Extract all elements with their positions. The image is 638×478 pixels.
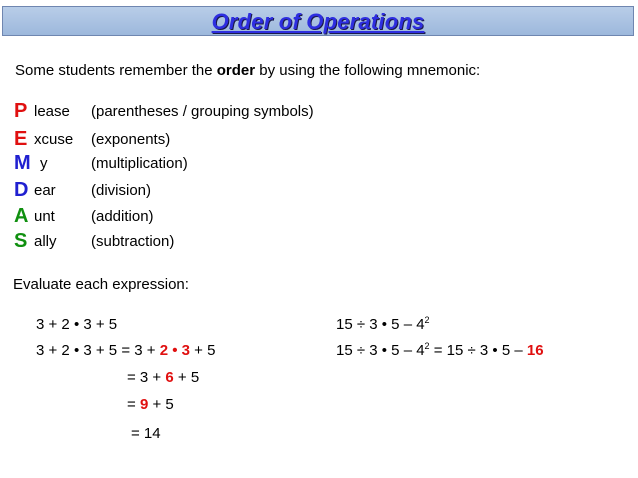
mnemonic-meaning: (division) — [91, 182, 152, 199]
mnemonic-word: lease — [34, 103, 70, 120]
example2-step1-base: 15 ÷ 3 • 5 – 4 — [336, 342, 425, 359]
mnemonic-word: y — [40, 155, 48, 172]
intro-before: Some students remember the — [15, 62, 217, 79]
example2-step1 — [336, 342, 544, 359]
example1-step3-after: + 5 — [148, 396, 174, 413]
example2-exponent: 2 — [424, 315, 430, 325]
mnemonic-letter: P — [14, 100, 28, 122]
example1-step3-before: = — [127, 396, 140, 413]
mnemonic-letter: A — [14, 205, 29, 227]
example1-step2-after: + 5 — [173, 369, 200, 386]
example2-step1-after: = 15 ÷ 3 • 5 – — [429, 342, 527, 359]
example1-step2-before: = 3 + — [127, 369, 166, 386]
intro-after: by using the following mnemonic: — [255, 62, 481, 79]
mnemonic-meaning: (exponents) — [91, 131, 171, 148]
example2-step1-exponent: 2 — [424, 341, 430, 351]
intro-bold: order — [216, 62, 256, 79]
example2-expression-base: 15 ÷ 3 • 5 – 4 — [336, 316, 425, 333]
example1-step2 — [127, 369, 199, 386]
title-bar — [2, 6, 634, 36]
example1-step3 — [127, 396, 174, 413]
example1-step1-after: + 5 — [189, 342, 216, 359]
example1-step1 — [36, 342, 215, 359]
mnemonic-word: xcuse — [34, 131, 74, 148]
example2-expression — [336, 316, 430, 333]
mnemonic-word: unt — [34, 208, 55, 225]
mnemonic-letter: M — [14, 152, 31, 174]
evaluate-label: Evaluate each expression: — [13, 276, 189, 293]
mnemonic-letter: S — [14, 230, 28, 252]
mnemonic-word: ear — [34, 182, 56, 199]
page-title: Order of Operations — [211, 9, 425, 34]
mnemonic-meaning: (subtraction) — [91, 233, 175, 250]
intro-text — [15, 62, 480, 79]
example1-step1-highlight: 2 • 3 — [159, 342, 190, 359]
example1-step2-highlight: 6 — [165, 369, 174, 386]
example1-step3-highlight: 9 — [139, 396, 149, 413]
mnemonic-meaning: (addition) — [91, 208, 154, 225]
example1-step1-plain: 3 + 2 • 3 + 5 = 3 + — [36, 342, 160, 359]
mnemonic-meaning: (multiplication) — [91, 155, 188, 172]
example2-step1-highlight: 16 — [526, 342, 544, 359]
mnemonic-letter: E — [14, 128, 28, 150]
example1-step4: = 14 — [131, 425, 161, 442]
mnemonic-meaning: (parentheses / grouping symbols) — [91, 103, 314, 120]
mnemonic-letter: D — [14, 179, 29, 201]
example1-expression: 3 + 2 • 3 + 5 — [36, 316, 118, 333]
mnemonic-word: ally — [34, 233, 57, 250]
